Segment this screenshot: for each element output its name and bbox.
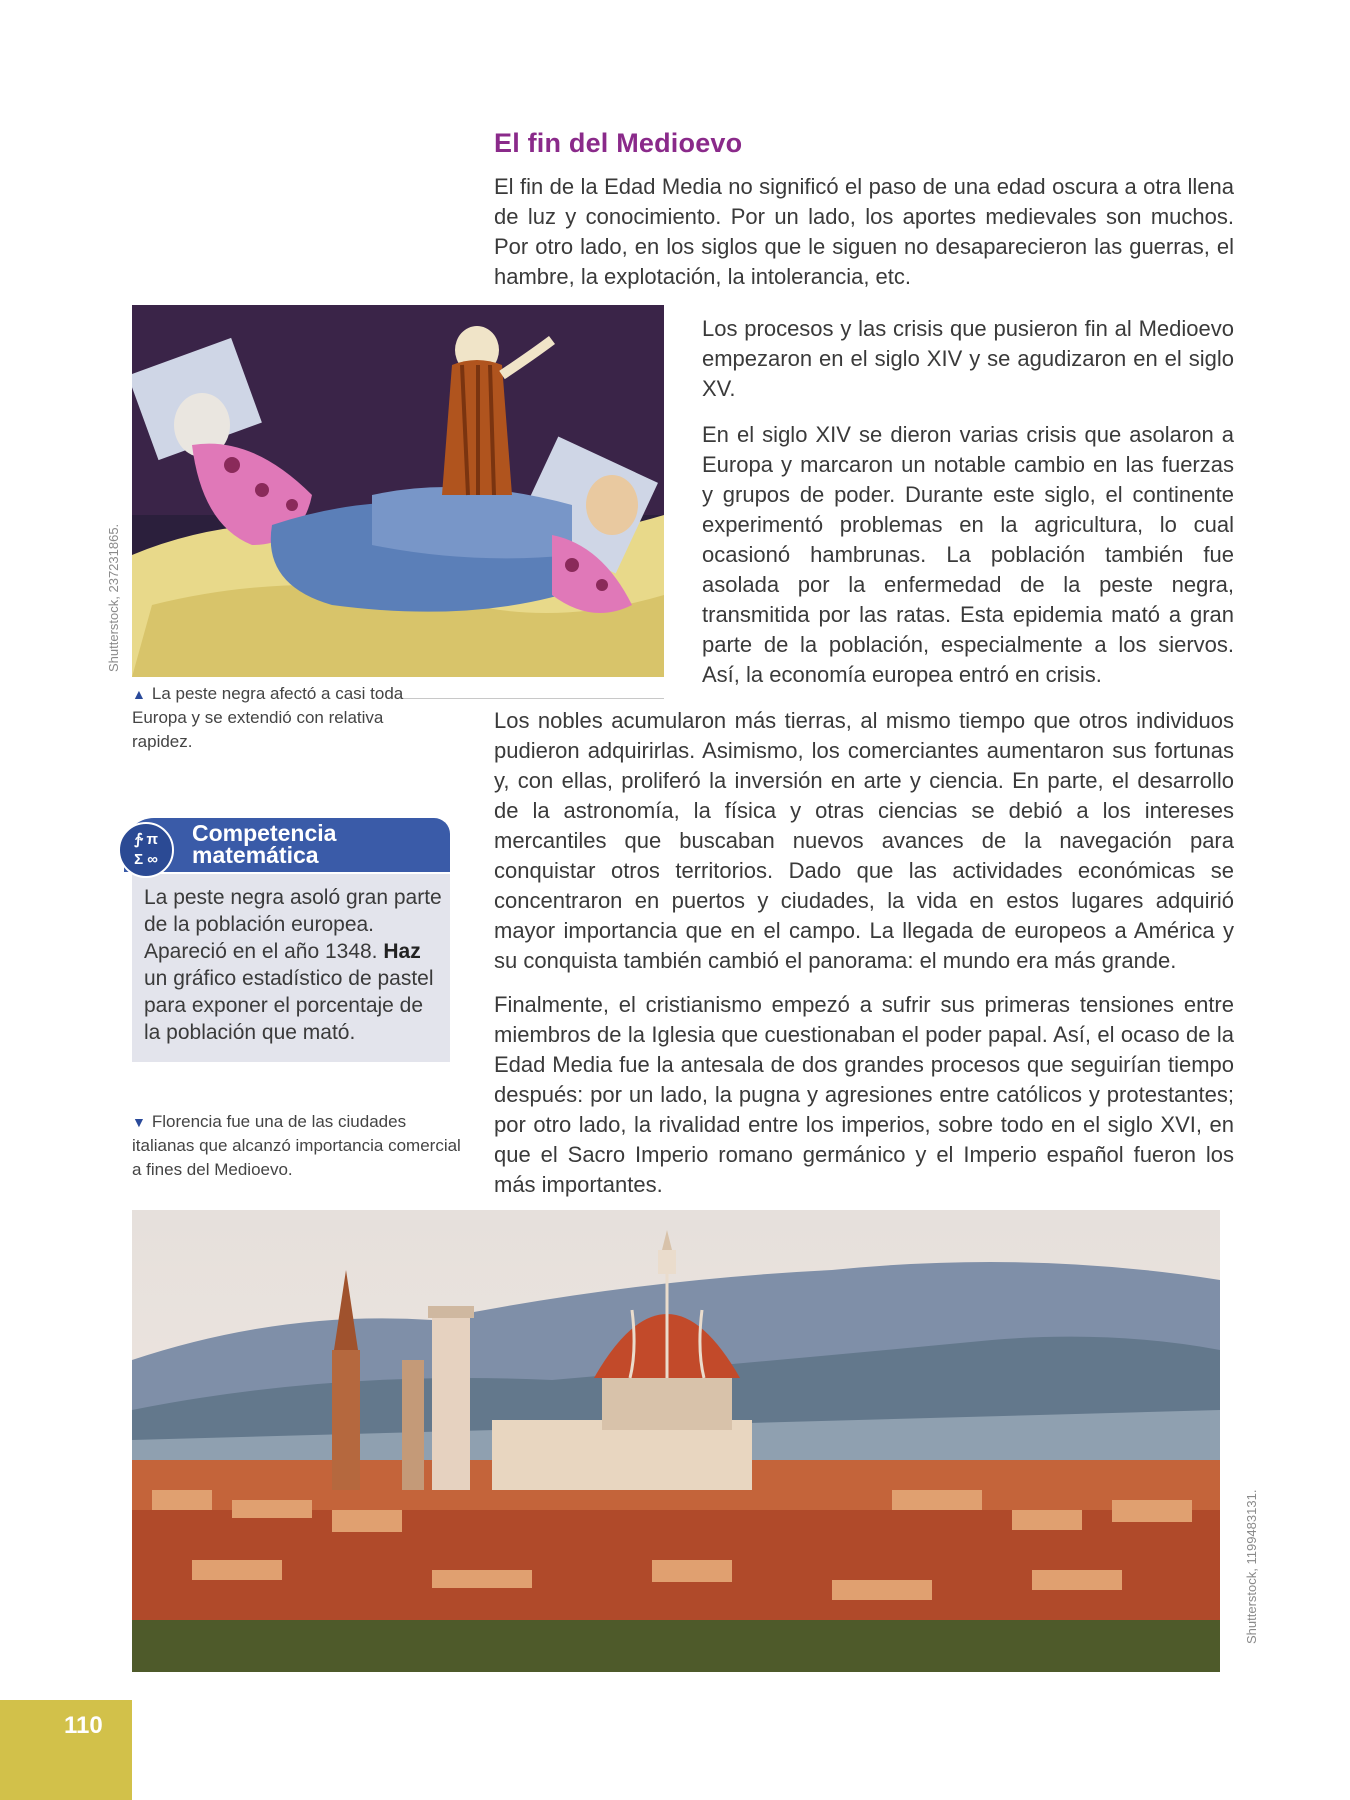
- plague-illustration: [132, 305, 664, 677]
- florence-photo: [132, 1210, 1220, 1672]
- plague-caption: ▲ La peste negra afectó a casi toda Europa y se extendió con relativa rapidez.: [132, 684, 404, 751]
- plague-image-credit: Shutterstock, 237231865.: [106, 523, 121, 672]
- section-title: El fin del Medioevo: [494, 128, 743, 158]
- paragraph-processes: Los procesos y las crisis que pusieron fin al Medioevo empezaron en el siglo XIV y se agudizaron en el siglo XV.: [702, 316, 1234, 401]
- competencia-text: La peste negra asoló gran parte de la población europea. Apareció en el año 1348. Haz un gráfico estadístico de pastel para exponer el porcentaje de la población que mató.: [144, 886, 442, 1044]
- paragraph-christianity: Finalmente, el cristianismo empezó a sufrir sus primeras tensiones entre miembros de la Iglesia que cuestionaban el poder papal. Así, el ocaso de la Edad Media fue la antesala de dos grandes procesos que seguirían tiempo después: por un lado, la pugna y agresiones entre católicos y protestantes; por otro lado, la rivalidad entre los imperios, sobre todo en el siglo XVI, en que el Sacro Imperio romano germánico y el Imperio español fueron los más importantes.: [494, 992, 1234, 1197]
- intro-paragraph: El fin de la Edad Media no significó el paso de una edad oscura a otra llena de luz y conocimiento. Por un lado, los aportes medievales son muchos. Por otro lado, en los siglos que le siguen no desaparecieron las guerras, el hambre, la explotación, la intolerancia, etc.: [494, 174, 1234, 289]
- page-number: 110: [64, 1712, 103, 1739]
- caption-divider: [400, 698, 664, 699]
- florence-image-credit: Shutterstock, 1199483131.: [1244, 1489, 1259, 1644]
- triangle-up-icon: ▲: [132, 686, 146, 702]
- competencia-title: Competencia matemática: [192, 820, 337, 868]
- paragraph-14th-century: En el siglo XIV se dieron varias crisis que asolaron a Europa y marcaron un notable cambio en las fuerzas y grupos de poder. Durante este siglo, el continente experimentó problemas en la agricultura, lo cual ocasionó hambrunas. La población también fue asolada por la enfermedad de la peste negra, transmitida por las ratas. Esta epidemia mató a gran parte de la población, especialmente a los siervos. Así, la economía europea entró en crisis.: [702, 422, 1234, 687]
- math-symbols-icon: ∱ π Σ ∞: [118, 822, 174, 878]
- florence-caption: ▼ Florencia fue una de las ciudades italianas que alcanzó importancia comercial a fines del Medioevo.: [132, 1112, 461, 1179]
- paragraph-nobles: Los nobles acumularon más tierras, al mismo tiempo que otros individuos pudieron adquirirlas. Asimismo, los comerciantes aumentaron sus fortunas y, con ellas, proliferó la inversión en arte y ciencia. En parte, el desarrollo de la astronomía, la física y otras ciencias se debió a los intereses mercantiles que buscaban nuevos avances de la navegación para conquistar otros territorios. Dado que las actividades económicas se concentraron en puertos y ciudades, la vida en estos lugares adquirió mayor importancia que en el campo. La llegada de europeos a América y su conquista también cambió el panorama: el mundo era más grande.: [494, 708, 1234, 973]
- triangle-down-icon: ▼: [132, 1114, 146, 1130]
